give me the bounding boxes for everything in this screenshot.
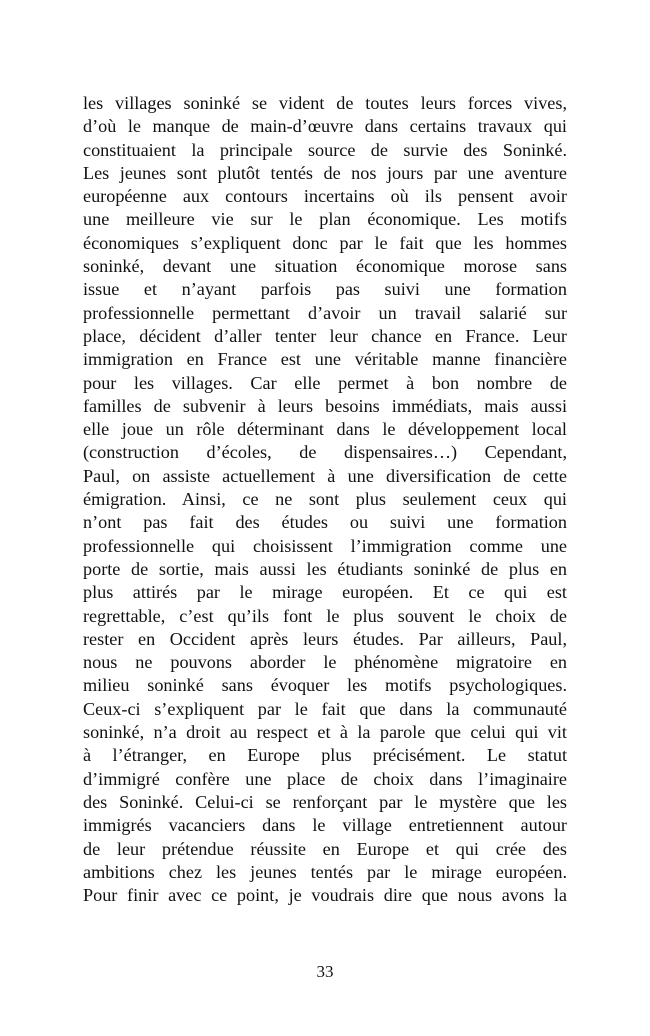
text-line: à l’étranger, en Europe plus précisément. Le statut <box>83 745 567 766</box>
text-line: place, décident d’aller tenter leur chance en France. Leur <box>83 325 567 346</box>
text-line: porte de sortie, mais aussi les étudiants soninké de plus en <box>83 558 567 579</box>
text-line: milieu soninké sans évoquer les motifs psychologiques. <box>83 675 567 696</box>
text-line: Ceux-ci s’expliquent par le fait que dans la communauté <box>83 698 567 719</box>
text-line: Pour finir avec ce point, je voudrais dire que nous avons la <box>83 885 567 906</box>
text-line: immigrés vacanciers dans le village entretiennent autour <box>83 815 567 836</box>
text-line: Les jeunes sont plutôt tentés de nos jours par une aventure <box>83 162 567 183</box>
text-line: européenne aux contours incertains où ils pensent avoir <box>83 186 567 207</box>
text-line: d’où le manque de main-d’œuvre dans certains travaux qui <box>83 116 567 137</box>
text-line: d’immigré confère une place de choix dans l’imaginaire <box>83 768 567 789</box>
text-line: plus attirés par le mirage européen. Et ce qui est <box>83 582 567 603</box>
text-line: les villages soninké se vident de toutes leurs forces vives, <box>83 93 567 113</box>
text-line: soninké, n’a droit au respect et à la parole que celui qui vit <box>83 722 567 743</box>
text-line: professionnelle qui choisissent l’immigration comme une <box>83 535 567 556</box>
text-line: immigration en France est une véritable manne financière <box>83 349 567 370</box>
text-line: (construction d’écoles, de dispensaires…) Cependant, <box>83 442 567 463</box>
text-line: émigration. Ainsi, ce ne sont plus seulement ceux qui <box>83 489 567 510</box>
text-line: nous ne pouvons aborder le phénomène migratoire en <box>83 652 567 673</box>
text-line: ambitions chez les jeunes tentés par le mirage européen. <box>83 861 567 882</box>
text-line: elle joue un rôle déterminant dans le développement local <box>83 419 567 440</box>
text-line: économiques s’expliquent donc par le fait que les hommes <box>83 232 567 253</box>
text-line: rester en Occident après leurs études. Par ailleurs, Paul, <box>83 628 567 649</box>
text-line: issue et n’ayant parfois pas suivi une formation <box>83 279 567 300</box>
text-line: regrettable, c’est qu’ils font le plus souvent le choix de <box>83 605 567 626</box>
text-line: professionnelle permettant d’avoir un travail salarié sur <box>83 302 567 323</box>
page-number: 33 <box>316 962 334 981</box>
text-line: n’ont pas fait des études ou suivi une formation <box>83 512 567 533</box>
text-line: une meilleure vie sur le plan économique. Les motifs <box>83 209 567 230</box>
text-line: de leur prétendue réussite en Europe et qui crée des <box>83 838 567 859</box>
text-line: des Soninké. Celui-ci se renforçant par le mystère que les <box>83 791 567 812</box>
body-text <box>83 92 567 907</box>
text-line: soninké, devant une situation économique morose sans <box>83 256 567 277</box>
text-line: familles de subvenir à leurs besoins immédiats, mais aussi <box>83 395 567 416</box>
text-line: Paul, on assiste actuellement à une diversification de cette <box>83 465 567 486</box>
text-line: constituaient la principale source de survie des Soninké. <box>83 139 567 160</box>
text-line: pour les villages. Car elle permet à bon nombre de <box>83 372 567 393</box>
